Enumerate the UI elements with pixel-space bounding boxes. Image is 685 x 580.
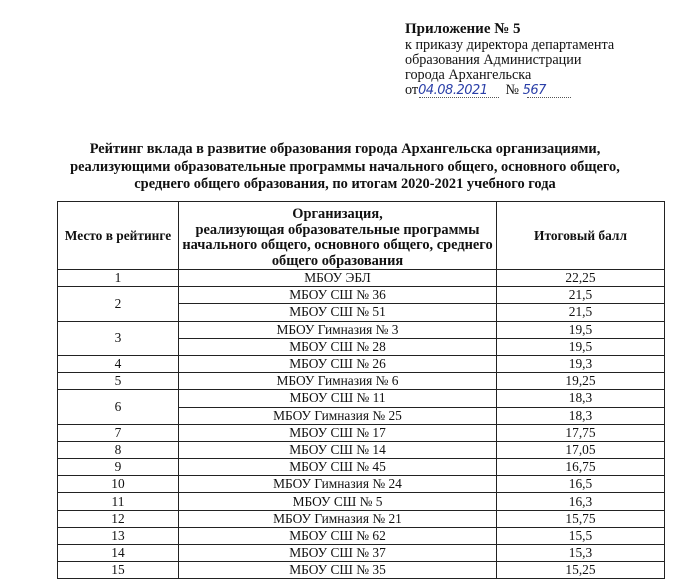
rank-cell: 13 — [58, 527, 179, 544]
table-row — [58, 321, 665, 338]
org-header-line: общего образования — [271, 252, 404, 269]
organization-cell: МБОУ СШ № 35 — [179, 562, 497, 579]
organization-cell: МБОУ СШ № 62 — [179, 527, 497, 544]
score-header: Итоговый балл — [497, 202, 665, 270]
organization-cell: МБОУ Гимназия № 25 — [179, 407, 497, 424]
score-cell: 19,3 — [497, 355, 665, 372]
table-row — [58, 390, 665, 407]
score-cell: 18,3 — [497, 390, 665, 407]
table-row — [58, 527, 665, 544]
table-row — [58, 545, 665, 562]
score-cell: 22,25 — [497, 270, 665, 287]
date-prefix: от — [405, 82, 419, 98]
rank-cell: 4 — [58, 355, 179, 372]
annex-line: образования Администрации — [405, 52, 582, 68]
organization-cell: МБОУ Гимназия № 6 — [179, 373, 497, 390]
organization-cell: МБОУ Гимназия № 24 — [179, 476, 497, 493]
annex-block — [405, 22, 675, 98]
rating-table — [57, 201, 665, 579]
title-line: среднего общего образования, по итогам 2020-2021 учебного года — [134, 176, 556, 192]
table-body — [58, 270, 665, 579]
rank-cell: 7 — [58, 424, 179, 441]
annex-line: к приказу директора департамента — [405, 37, 615, 53]
score-cell: 18,3 — [497, 407, 665, 424]
score-cell: 15,25 — [497, 562, 665, 579]
table-row — [58, 459, 665, 476]
title-line: Рейтинг вклада в развитие образования города Архангельска организациями, — [89, 141, 601, 157]
rank-cell: 14 — [58, 545, 179, 562]
organization-cell: МБОУ ЭБЛ — [179, 270, 497, 287]
annex-date-line — [405, 83, 675, 98]
table-row — [58, 493, 665, 510]
handwritten-date: 04.08.2021 — [418, 83, 488, 98]
score-cell: 17,75 — [497, 424, 665, 441]
rank-cell: 9 — [58, 459, 179, 476]
table-row — [58, 287, 665, 304]
score-cell: 19,5 — [497, 338, 665, 355]
table-row — [58, 441, 665, 458]
rank-cell: 8 — [58, 441, 179, 458]
org-header-line: начального общего, основного общего, среднего — [182, 237, 493, 253]
annex-line: города Архангельска — [405, 67, 532, 83]
score-cell: 16,75 — [497, 459, 665, 476]
score-cell: 15,5 — [497, 527, 665, 544]
organization-cell: МБОУ Гимназия № 3 — [179, 321, 497, 338]
document-title — [60, 141, 630, 194]
organization-cell: МБОУ СШ № 28 — [179, 338, 497, 355]
organization-cell: МБОУ Гимназия № 21 — [179, 510, 497, 527]
date-underline — [419, 97, 499, 98]
number-underline — [527, 97, 571, 98]
score-cell: 16,3 — [497, 493, 665, 510]
table-row — [58, 270, 665, 287]
table-row — [58, 424, 665, 441]
table-row — [58, 562, 665, 579]
organization-cell: МБОУ СШ № 37 — [179, 545, 497, 562]
rank-cell: 1 — [58, 270, 179, 287]
organization-cell: МБОУ СШ № 5 — [179, 493, 497, 510]
organization-cell: МБОУ СШ № 45 — [179, 459, 497, 476]
table-row — [58, 476, 665, 493]
handwritten-number: 567 — [522, 83, 546, 98]
rank-cell: 12 — [58, 510, 179, 527]
organization-cell: МБОУ СШ № 36 — [179, 287, 497, 304]
organization-cell: МБОУ СШ № 17 — [179, 424, 497, 441]
organization-header — [179, 202, 497, 270]
score-cell: 19,25 — [497, 373, 665, 390]
rank-header: Место в рейтинге — [58, 202, 179, 270]
rank-cell: 5 — [58, 373, 179, 390]
rank-cell: 10 — [58, 476, 179, 493]
score-cell: 21,5 — [497, 287, 665, 304]
score-cell: 15,75 — [497, 510, 665, 527]
organization-cell: МБОУ СШ № 26 — [179, 355, 497, 372]
annex-title: Приложение № 5 — [405, 21, 521, 37]
rank-cell: 2 — [58, 287, 179, 321]
table-row — [58, 373, 665, 390]
organization-cell: МБОУ СШ № 51 — [179, 304, 497, 321]
table-row — [58, 355, 665, 372]
table-row — [58, 510, 665, 527]
score-cell: 21,5 — [497, 304, 665, 321]
score-cell: 15,3 — [497, 545, 665, 562]
organization-cell: МБОУ СШ № 14 — [179, 441, 497, 458]
number-label: № — [505, 82, 520, 98]
score-cell: 17,05 — [497, 441, 665, 458]
rank-cell: 6 — [58, 390, 179, 424]
org-header-line: Организация, — [292, 206, 383, 222]
score-cell: 19,5 — [497, 321, 665, 338]
score-cell: 16,5 — [497, 476, 665, 493]
rank-cell: 15 — [58, 562, 179, 579]
title-line: реализующими образовательные программы начального общего, основного общего, — [70, 158, 620, 175]
rank-cell: 11 — [58, 493, 179, 510]
org-header-line: реализующая образовательные программы — [195, 221, 480, 238]
organization-cell: МБОУ СШ № 11 — [179, 390, 497, 407]
table-header-row — [58, 202, 665, 270]
rank-cell: 3 — [58, 321, 179, 355]
